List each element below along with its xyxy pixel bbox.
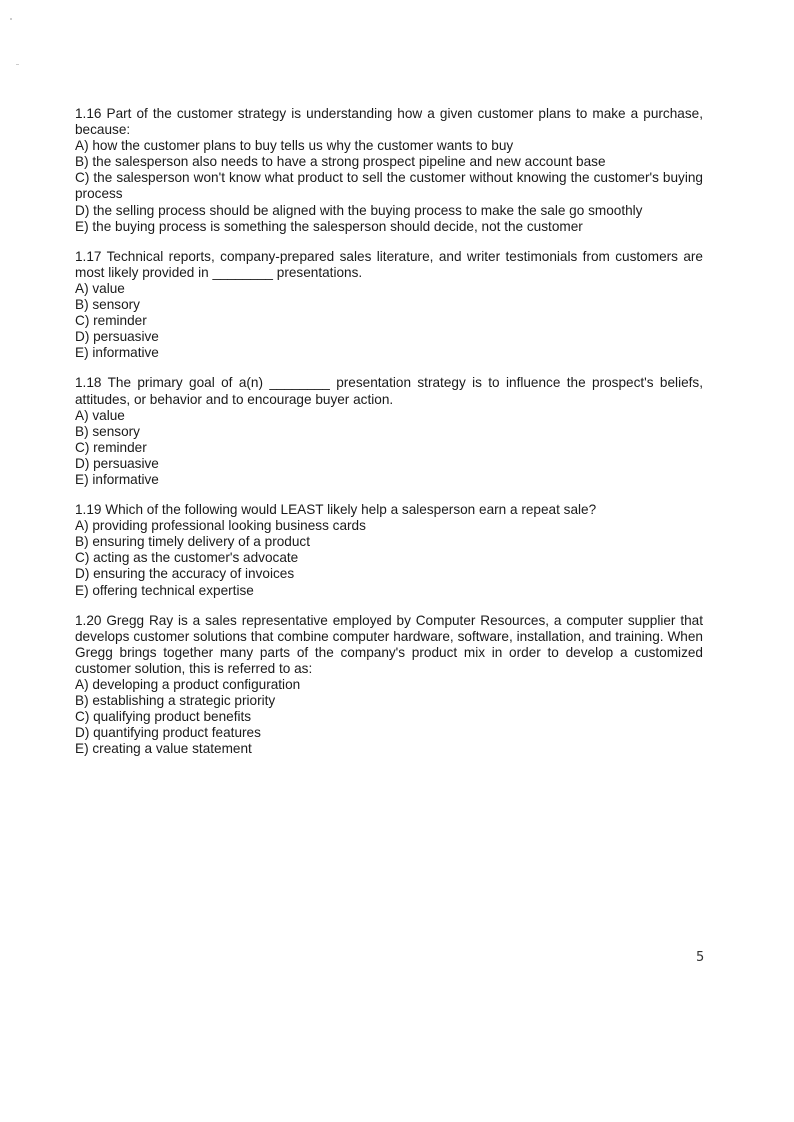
answer-options — [75, 518, 703, 598]
question-1-20 — [75, 613, 703, 758]
answer-option: C) qualifying product benefits — [75, 709, 252, 725]
question-stem: 1.17 Technical reports, company-prepared sales literature, and writer testimonials from customers are most likely provided in ________ presentations. — [75, 248, 703, 280]
answer-option: A) how the customer plans to buy tells us why the customer wants to buy — [75, 138, 514, 154]
question-1-16 — [75, 106, 703, 235]
question-1-19 — [75, 502, 703, 599]
answer-options — [75, 281, 703, 361]
answer-option: C) reminder — [75, 313, 147, 329]
answer-option: D) the selling process should be aligned with the buying process to make the sale go smoothly — [75, 202, 643, 218]
answer-option: B) ensuring timely delivery of a product — [75, 534, 310, 550]
answer-options — [75, 408, 703, 488]
answer-option: D) quantifying product features — [75, 725, 261, 741]
answer-options — [75, 138, 703, 235]
answer-option: D) ensuring the accuracy of invoices — [75, 566, 295, 582]
question-stem: 1.18 The primary goal of a(n) ________ presentation strategy is to influence the prospect's beliefs, attitudes, or behavior and to encourage buyer action. — [75, 375, 703, 407]
answer-option: E) offering technical expertise — [75, 582, 254, 598]
answer-option: B) establishing a strategic priority — [75, 693, 276, 709]
question-1-17 — [75, 249, 703, 362]
document-page — [75, 106, 703, 771]
scan-artifact — [16, 64, 19, 65]
answer-option: C) the salesperson won't know what product to sell the customer without knowing the customer's buying process — [75, 170, 703, 202]
answer-option: A) value — [75, 407, 125, 423]
answer-options — [75, 677, 703, 757]
question-stem: 1.19 Which of the following would LEAST likely help a salesperson earn a repeat sale? — [75, 502, 597, 518]
answer-option: D) persuasive — [75, 455, 159, 471]
answer-option: D) persuasive — [75, 329, 159, 345]
answer-option: C) reminder — [75, 439, 147, 455]
answer-option: E) informative — [75, 471, 159, 487]
answer-option: A) value — [75, 280, 125, 296]
answer-option: E) the buying process is something the salesperson should decide, not the customer — [75, 218, 583, 234]
question-stem: 1.20 Gregg Ray is a sales representative employed by Computer Resources, a computer supplier that develops customer solutions that combine computer hardware, software, installation, and training. When Gregg brings together many parts of the company's product mix in order to develop a customized customer solution, this is referred to as: — [75, 612, 703, 676]
scan-artifact — [10, 18, 12, 20]
answer-option: B) sensory — [75, 423, 140, 439]
answer-option: A) providing professional looking business cards — [75, 518, 366, 534]
answer-option: C) acting as the customer's advocate — [75, 550, 299, 566]
answer-option: E) informative — [75, 345, 159, 361]
answer-option: B) sensory — [75, 297, 140, 313]
page-number: 5 — [696, 950, 705, 965]
answer-option: E) creating a value statement — [75, 741, 252, 757]
answer-option: A) developing a product configuration — [75, 677, 301, 692]
question-1-18 — [75, 375, 703, 488]
answer-option: B) the salesperson also needs to have a strong prospect pipeline and new account base — [75, 154, 606, 170]
question-stem: 1.16 Part of the customer strategy is understanding how a given customer plans to make a purchase, because: — [75, 106, 703, 138]
